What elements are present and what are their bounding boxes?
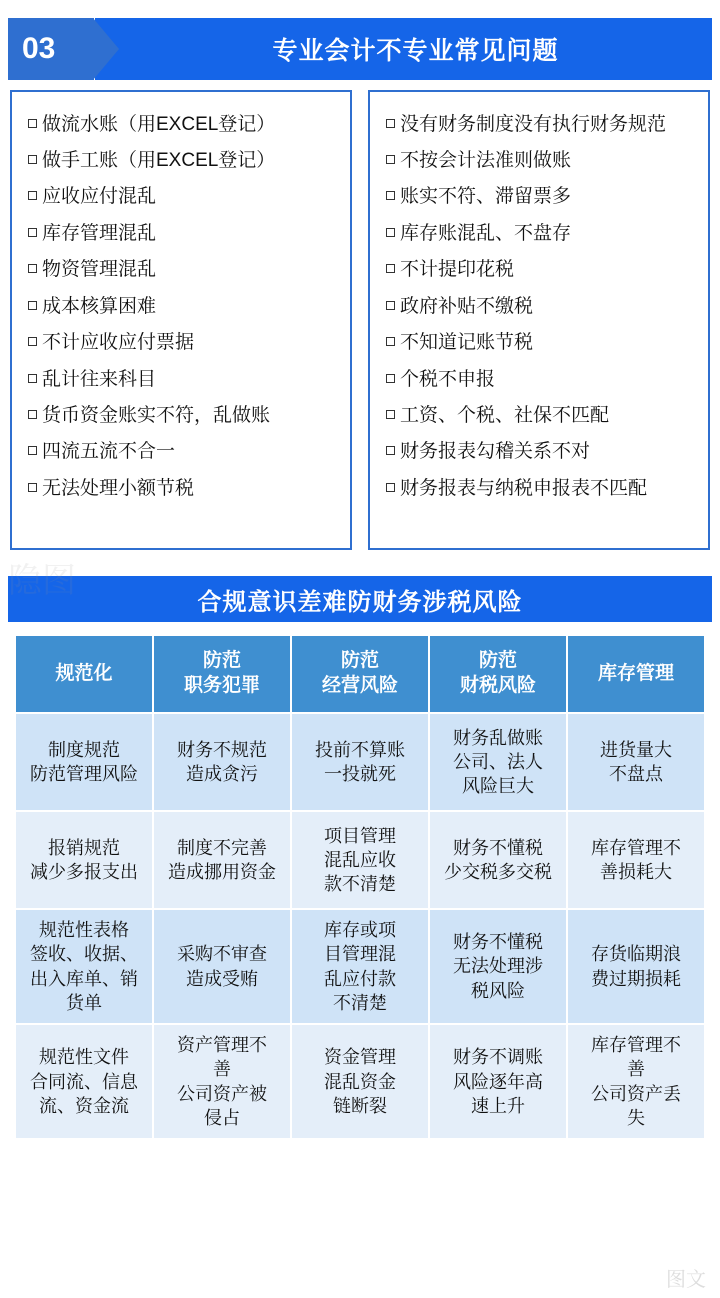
list-item-label: 成本核算困难 <box>42 295 157 317</box>
list-item <box>386 106 700 142</box>
table-cell: 报销规范 减少多报支出 <box>15 811 153 909</box>
list-item-label: 库存管理混乱 <box>42 222 157 244</box>
checkbox-icon <box>386 264 395 273</box>
list-item <box>28 470 342 506</box>
badge-arrow-icon <box>93 18 119 80</box>
list-item-label: 没有财务制度没有执行财务规范 <box>400 113 667 135</box>
section-one-header <box>8 18 712 80</box>
list-item <box>386 142 700 178</box>
checkbox-icon <box>28 374 37 383</box>
list-item-label: 不按会计法准则做账 <box>400 149 572 171</box>
table-cell: 存货临期浪 费过期损耗 <box>567 909 705 1024</box>
list-item <box>28 288 342 324</box>
checkbox-icon <box>386 228 395 237</box>
list-item-label: 财务报表与纳税申报表不匹配 <box>400 477 648 499</box>
right-items <box>386 106 700 507</box>
table-cell: 库存管理不 善损耗大 <box>567 811 705 909</box>
checkbox-icon <box>28 119 37 128</box>
section-number-badge: 03 <box>8 18 94 80</box>
column-header: 防范 职务犯罪 <box>153 635 291 713</box>
table-cell: 财务不懂税 无法处理涉 税风险 <box>429 909 567 1024</box>
checkbox-icon <box>28 337 37 346</box>
table-row <box>15 1024 705 1139</box>
list-item <box>28 215 342 251</box>
list-item-label: 四流五流不合一 <box>42 441 176 463</box>
list-item <box>386 470 700 506</box>
list-item-label: 政府补贴不缴税 <box>400 295 534 317</box>
risk-matrix-table <box>14 634 706 1140</box>
table-cell: 规范性文件 合同流、信息 流、资金流 <box>15 1024 153 1139</box>
list-item-label: 不知道记账节税 <box>400 332 534 354</box>
section-two-title: 合规意识差难防财务涉税风险 <box>8 576 712 622</box>
list-item-label: 货币资金账实不符，乱做账 <box>42 405 271 426</box>
checkbox-icon <box>386 155 395 164</box>
list-item-label: 不计应收应付票据 <box>42 332 195 354</box>
checkbox-icon <box>28 301 37 310</box>
list-item-label: 账实不符、滞留票多 <box>400 186 572 208</box>
checkbox-icon <box>386 374 395 383</box>
table-cell: 制度规范 防范管理风险 <box>15 713 153 811</box>
table-cell: 财务不规范 造成贪污 <box>153 713 291 811</box>
list-item <box>28 252 342 288</box>
list-item-label: 应收应付混乱 <box>42 186 157 208</box>
table-cell: 财务乱做账 公司、法人 风险巨大 <box>429 713 567 811</box>
list-item <box>28 434 342 470</box>
list-item <box>386 325 700 361</box>
list-item <box>386 434 700 470</box>
list-item <box>28 398 342 434</box>
list-item <box>28 325 342 361</box>
list-item-label: 工资、个税、社保不匹配 <box>400 405 610 426</box>
table-cell: 投前不算账 一投就死 <box>291 713 429 811</box>
checkbox-icon <box>28 191 37 200</box>
checkbox-icon <box>386 119 395 128</box>
column-header: 防范 财税风险 <box>429 635 567 713</box>
list-item <box>28 106 342 142</box>
problem-list-left <box>10 90 352 550</box>
column-header: 库存管理 <box>567 635 705 713</box>
table-cell: 库存管理不 善 公司资产丢 失 <box>567 1024 705 1139</box>
checkbox-icon <box>386 337 395 346</box>
table-cell: 资产管理不 善 公司资产被 侵占 <box>153 1024 291 1139</box>
list-item <box>28 142 342 178</box>
list-item-label: 个税不申报 <box>400 368 496 390</box>
list-item <box>386 252 700 288</box>
list-item <box>386 398 700 434</box>
list-item-label: 不计提印花税 <box>400 259 515 281</box>
checkbox-icon <box>28 483 37 492</box>
left-items <box>28 106 342 507</box>
table-cell: 项目管理 混乱应收 款不清楚 <box>291 811 429 909</box>
section-one-title: 专业会计不专业常见问题 <box>95 18 712 80</box>
list-item-label: 财务报表勾稽关系不对 <box>400 441 591 463</box>
list-item <box>386 361 700 397</box>
checkbox-icon <box>386 301 395 310</box>
list-item-label: 无法处理小额节税 <box>42 477 195 499</box>
table-row <box>15 713 705 811</box>
list-item <box>386 215 700 251</box>
checkbox-icon <box>28 446 37 455</box>
checkbox-icon <box>28 155 37 164</box>
column-header: 规范化 <box>15 635 153 713</box>
list-item-label: 库存账混乱、不盘存 <box>400 222 572 244</box>
table-cell: 财务不懂税 少交税多交税 <box>429 811 567 909</box>
list-item <box>386 288 700 324</box>
list-item-label: 做手工账（用EXCEL登记） <box>42 149 276 171</box>
checkbox-icon <box>28 264 37 273</box>
list-item <box>28 179 342 215</box>
table-cell: 制度不完善 造成挪用资金 <box>153 811 291 909</box>
list-item <box>386 179 700 215</box>
list-item-label: 做流水账（用EXCEL登记） <box>42 113 276 135</box>
checkbox-icon <box>28 410 37 419</box>
problem-lists <box>10 90 710 550</box>
checkbox-icon <box>386 191 395 200</box>
checkbox-icon <box>386 410 395 419</box>
table-header-row <box>15 635 705 713</box>
checkbox-icon <box>386 483 395 492</box>
checkbox-icon <box>386 446 395 455</box>
column-header: 防范 经营风险 <box>291 635 429 713</box>
table-cell: 资金管理 混乱资金 链断裂 <box>291 1024 429 1139</box>
table-cell: 规范性表格 签收、收据、 出入库单、销 货单 <box>15 909 153 1024</box>
table-row <box>15 811 705 909</box>
table-cell: 采购不审查 造成受贿 <box>153 909 291 1024</box>
table-cell: 财务不调账 风险逐年高 速上升 <box>429 1024 567 1139</box>
list-item-label: 物资管理混乱 <box>42 259 157 281</box>
table-row <box>15 909 705 1024</box>
list-item-label: 乱计往来科目 <box>42 368 157 390</box>
list-item <box>28 361 342 397</box>
table-cell: 进货量大 不盘点 <box>567 713 705 811</box>
table-cell: 库存或项 目管理混 乱应付款 不清楚 <box>291 909 429 1024</box>
watermark-corner: 图文 <box>666 1269 706 1291</box>
problem-list-right <box>368 90 710 550</box>
checkbox-icon <box>28 228 37 237</box>
